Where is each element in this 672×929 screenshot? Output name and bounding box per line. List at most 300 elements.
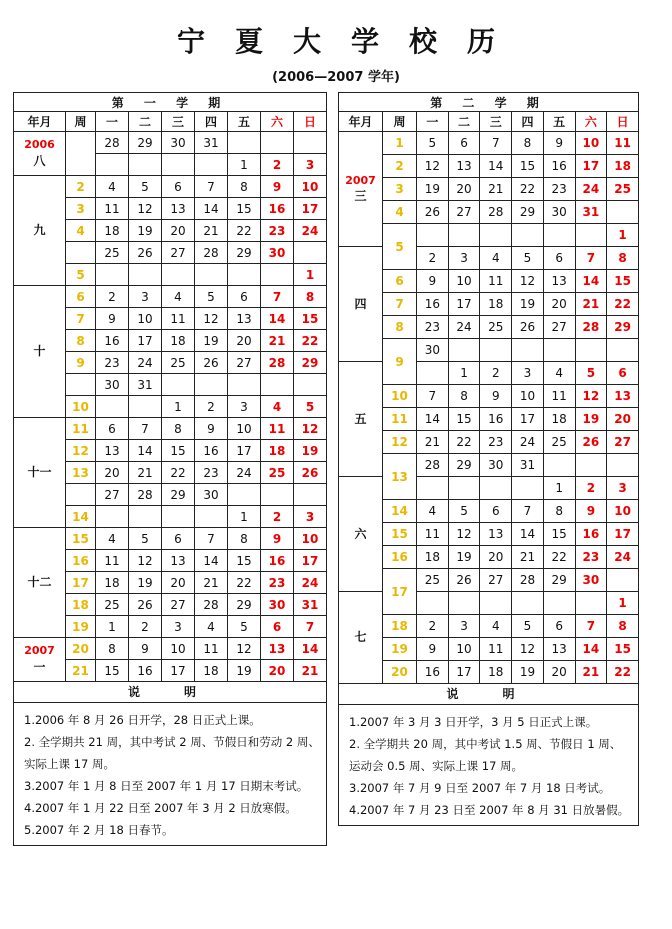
day-cell: 19 [195, 330, 228, 352]
day-cell: 14 [195, 550, 228, 572]
week-number: 7 [66, 308, 96, 330]
day-cell: 4 [96, 528, 129, 550]
semester1-notes [13, 682, 327, 846]
day-cell [195, 506, 228, 528]
day-cell: 21 [575, 293, 607, 316]
day-cell: 23 [543, 178, 575, 201]
calendar-week-row [14, 176, 327, 198]
day-cell [607, 454, 639, 477]
day-cell: 30 [480, 454, 512, 477]
day-cell: 12 [129, 550, 162, 572]
day-cell: 30 [543, 201, 575, 224]
calendar-week-row [14, 418, 327, 440]
day-cell: 23 [575, 546, 607, 569]
day-cell: 10 [294, 176, 327, 198]
day-cell: 15 [448, 408, 480, 431]
day-cell: 29 [162, 484, 195, 506]
calendar-week-row [339, 155, 639, 178]
day-cell [448, 477, 480, 500]
note-item: 2. 全学期共 20 周，其中考试 1.5 周、节假日 1 周、运动会 0.5 周、实际上课 17 周。 [349, 737, 622, 773]
day-cell: 4 [417, 500, 449, 523]
header-weekday: 四 [195, 112, 228, 132]
day-cell: 21 [512, 546, 544, 569]
day-cell: 29 [543, 569, 575, 592]
week-number: 6 [66, 286, 96, 308]
day-cell [607, 201, 639, 224]
week-number: 19 [66, 616, 96, 638]
day-cell: 14 [512, 523, 544, 546]
day-cell [96, 396, 129, 418]
week-number: 8 [66, 330, 96, 352]
calendar-week-row [339, 293, 639, 316]
day-cell: 28 [195, 242, 228, 264]
year-label: 2007 [24, 644, 55, 658]
day-cell: 12 [417, 155, 449, 178]
day-cell: 7 [575, 615, 607, 638]
day-cell [575, 592, 607, 615]
semester1-calendar-table [13, 92, 327, 682]
month-label: 十一 [27, 465, 52, 480]
day-cell: 28 [261, 352, 294, 374]
day-cell: 26 [294, 462, 327, 484]
day-cell: 14 [261, 308, 294, 330]
day-cell: 30 [195, 484, 228, 506]
day-cell: 30 [575, 569, 607, 592]
day-cell: 16 [96, 330, 129, 352]
day-cell: 4 [261, 396, 294, 418]
notes-title: 说 明 [339, 684, 638, 705]
day-cell: 6 [607, 362, 639, 385]
week-number: 15 [66, 528, 96, 550]
day-cell: 22 [607, 293, 639, 316]
day-cell: 22 [448, 431, 480, 454]
day-cell: 10 [228, 418, 261, 440]
day-cell: 15 [543, 523, 575, 546]
day-cell: 20 [261, 660, 294, 682]
week-number: 5 [383, 224, 417, 270]
day-cell: 6 [96, 418, 129, 440]
week-number: 3 [383, 178, 417, 201]
header-weekday: 日 [294, 112, 327, 132]
day-cell: 5 [575, 362, 607, 385]
week-number [66, 132, 96, 176]
day-cell: 11 [162, 308, 195, 330]
day-cell: 13 [162, 550, 195, 572]
day-cell: 4 [96, 176, 129, 198]
week-number: 2 [383, 155, 417, 178]
day-cell: 9 [543, 132, 575, 155]
day-cell: 9 [417, 270, 449, 293]
note-item: 3.2007 年 1 月 8 日至 2007 年 1 月 17 日期末考试。 [24, 779, 309, 793]
week-number: 21 [66, 660, 96, 682]
day-cell: 6 [448, 132, 480, 155]
week-number: 12 [383, 431, 417, 454]
calendar-week-row [339, 201, 639, 224]
day-cell: 28 [575, 316, 607, 339]
day-cell [195, 374, 228, 396]
month-cell [339, 132, 383, 247]
month-cell [14, 638, 66, 682]
header-week: 周 [66, 112, 96, 132]
day-cell: 4 [480, 615, 512, 638]
day-cell: 29 [448, 454, 480, 477]
day-cell: 11 [195, 638, 228, 660]
day-cell: 13 [480, 523, 512, 546]
day-cell: 13 [162, 198, 195, 220]
day-cell: 2 [417, 615, 449, 638]
calendar-week-row [339, 270, 639, 293]
day-cell: 19 [129, 572, 162, 594]
day-cell [512, 224, 544, 247]
day-cell: 21 [195, 572, 228, 594]
day-cell [162, 154, 195, 176]
month-cell [14, 176, 66, 286]
day-cell: 9 [129, 638, 162, 660]
day-cell: 10 [448, 638, 480, 661]
day-cell [162, 374, 195, 396]
day-cell: 2 [261, 506, 294, 528]
day-cell: 10 [607, 500, 639, 523]
day-cell: 25 [417, 569, 449, 592]
week-number: 15 [383, 523, 417, 546]
day-cell [162, 264, 195, 286]
semester-title: 第 一 学 期 [14, 93, 327, 112]
header-weekday: 五 [228, 112, 261, 132]
week-number: 4 [383, 201, 417, 224]
day-cell: 16 [261, 550, 294, 572]
day-cell: 1 [448, 362, 480, 385]
calendar-week-row [14, 528, 327, 550]
day-cell: 17 [129, 330, 162, 352]
month-label: 六 [354, 526, 367, 541]
day-cell [448, 592, 480, 615]
calendar-week-row [339, 408, 639, 431]
day-cell: 18 [417, 546, 449, 569]
day-cell [512, 477, 544, 500]
note-item: 2. 全学期共 21 周，其中考试 2 周、节假日和劳动 2 周、实际上课 17 周。 [24, 735, 320, 771]
day-cell: 2 [417, 247, 449, 270]
day-cell: 11 [607, 132, 639, 155]
day-cell: 2 [261, 154, 294, 176]
day-cell: 27 [162, 242, 195, 264]
day-cell: 30 [417, 339, 449, 362]
day-cell: 7 [512, 500, 544, 523]
day-cell: 11 [543, 385, 575, 408]
week-number: 17 [66, 572, 96, 594]
day-cell: 8 [607, 615, 639, 638]
day-cell: 31 [294, 594, 327, 616]
day-cell [480, 224, 512, 247]
day-cell: 17 [575, 155, 607, 178]
calendar-week-row [339, 523, 639, 546]
day-cell: 24 [294, 220, 327, 242]
week-number: 13 [66, 462, 96, 484]
day-cell: 25 [261, 462, 294, 484]
day-cell: 9 [195, 418, 228, 440]
day-cell: 12 [575, 385, 607, 408]
day-cell: 29 [294, 352, 327, 374]
day-cell [512, 592, 544, 615]
day-cell: 11 [480, 270, 512, 293]
day-cell: 18 [96, 220, 129, 242]
week-number [66, 242, 96, 264]
header-weekday: 三 [162, 112, 195, 132]
month-label: 九 [33, 223, 46, 238]
day-cell: 18 [543, 408, 575, 431]
day-cell: 19 [575, 408, 607, 431]
day-cell: 12 [195, 308, 228, 330]
day-cell [129, 506, 162, 528]
month-cell [339, 477, 383, 592]
day-cell: 26 [417, 201, 449, 224]
day-cell: 22 [162, 462, 195, 484]
day-cell: 24 [512, 431, 544, 454]
day-cell [129, 396, 162, 418]
day-cell: 30 [261, 242, 294, 264]
day-cell: 12 [294, 418, 327, 440]
day-cell: 17 [228, 440, 261, 462]
day-cell: 26 [448, 569, 480, 592]
header-month: 年月 [339, 112, 383, 132]
day-cell: 4 [543, 362, 575, 385]
day-cell [261, 132, 294, 154]
day-cell: 31 [195, 132, 228, 154]
day-cell [543, 592, 575, 615]
day-cell: 6 [228, 286, 261, 308]
day-cell: 5 [129, 176, 162, 198]
month-label: 八 [33, 153, 46, 168]
day-cell: 14 [195, 198, 228, 220]
day-cell: 3 [162, 616, 195, 638]
week-number: 11 [66, 418, 96, 440]
day-cell [294, 242, 327, 264]
day-cell: 27 [543, 316, 575, 339]
day-cell: 16 [543, 155, 575, 178]
day-cell: 19 [228, 660, 261, 682]
day-cell: 10 [575, 132, 607, 155]
day-cell: 1 [228, 506, 261, 528]
day-cell: 1 [96, 616, 129, 638]
calendar-week-row [339, 385, 639, 408]
day-cell [417, 592, 449, 615]
day-cell: 15 [607, 270, 639, 293]
day-cell: 10 [448, 270, 480, 293]
day-cell: 20 [162, 220, 195, 242]
day-cell: 7 [575, 247, 607, 270]
day-cell: 22 [228, 572, 261, 594]
calendar-week-row [339, 615, 639, 638]
day-cell: 26 [512, 316, 544, 339]
day-cell: 12 [448, 523, 480, 546]
note-item: 1.2007 年 3 月 3 日开学，3 月 5 日正式上课。 [349, 715, 598, 729]
day-cell: 29 [228, 594, 261, 616]
semester1-panel [13, 92, 327, 846]
calendar-week-row [339, 316, 639, 339]
day-cell [607, 569, 639, 592]
day-cell: 28 [129, 484, 162, 506]
day-cell: 18 [607, 155, 639, 178]
day-cell: 2 [480, 362, 512, 385]
day-cell: 14 [417, 408, 449, 431]
day-cell: 5 [512, 615, 544, 638]
header-month: 年月 [14, 112, 66, 132]
week-number [66, 374, 96, 396]
day-cell [228, 132, 261, 154]
calendar-week-row [339, 224, 639, 247]
day-cell: 20 [543, 661, 575, 684]
day-cell: 2 [195, 396, 228, 418]
day-cell: 11 [261, 418, 294, 440]
day-cell: 22 [607, 661, 639, 684]
day-cell: 30 [96, 374, 129, 396]
week-number: 2 [66, 176, 96, 198]
day-cell: 8 [228, 528, 261, 550]
week-number: 13 [383, 454, 417, 500]
note-item: 4.2007 年 7 月 23 日至 2007 年 8 月 31 日放暑假。 [349, 803, 630, 817]
day-cell: 5 [195, 286, 228, 308]
note-item: 1.2006 年 8 月 26 日开学，28 日正式上课。 [24, 713, 261, 727]
day-cell [228, 374, 261, 396]
day-cell: 10 [162, 638, 195, 660]
day-cell [129, 264, 162, 286]
day-cell: 15 [512, 155, 544, 178]
calendar-week-row [14, 638, 327, 660]
day-cell: 13 [543, 638, 575, 661]
day-cell: 8 [162, 418, 195, 440]
day-cell: 26 [129, 242, 162, 264]
day-cell: 3 [129, 286, 162, 308]
day-cell: 30 [261, 594, 294, 616]
week-number: 7 [383, 293, 417, 316]
week-number: 14 [66, 506, 96, 528]
day-cell: 17 [512, 408, 544, 431]
day-cell: 12 [512, 638, 544, 661]
day-cell: 26 [129, 594, 162, 616]
day-cell [228, 484, 261, 506]
semester-title: 第 二 学 期 [339, 93, 639, 112]
day-cell [417, 362, 449, 385]
day-cell [480, 339, 512, 362]
day-cell: 15 [228, 550, 261, 572]
day-cell [607, 339, 639, 362]
day-cell [96, 264, 129, 286]
day-cell: 17 [448, 293, 480, 316]
day-cell: 15 [96, 660, 129, 682]
day-cell [129, 154, 162, 176]
day-cell: 25 [480, 316, 512, 339]
day-cell: 1 [543, 477, 575, 500]
week-number: 5 [66, 264, 96, 286]
day-cell [543, 454, 575, 477]
day-cell: 18 [261, 440, 294, 462]
day-cell: 1 [607, 224, 639, 247]
month-cell [14, 418, 66, 528]
header-weekday: 二 [129, 112, 162, 132]
day-cell: 28 [195, 594, 228, 616]
day-cell: 16 [575, 523, 607, 546]
day-cell: 3 [607, 477, 639, 500]
day-cell: 16 [129, 660, 162, 682]
day-cell: 8 [607, 247, 639, 270]
day-cell: 25 [543, 431, 575, 454]
day-cell: 19 [448, 546, 480, 569]
day-cell: 31 [129, 374, 162, 396]
day-cell: 3 [294, 154, 327, 176]
day-cell: 13 [261, 638, 294, 660]
day-cell: 22 [543, 546, 575, 569]
header-weekday: 一 [96, 112, 129, 132]
day-cell: 21 [480, 178, 512, 201]
day-cell: 7 [195, 176, 228, 198]
month-cell [339, 247, 383, 362]
day-cell: 27 [96, 484, 129, 506]
day-cell: 14 [480, 155, 512, 178]
day-cell: 18 [195, 660, 228, 682]
calendar-week-row [339, 178, 639, 201]
day-cell: 27 [480, 569, 512, 592]
calendar-week-row [339, 132, 639, 155]
day-cell: 8 [448, 385, 480, 408]
day-cell: 13 [96, 440, 129, 462]
day-cell: 22 [512, 178, 544, 201]
day-cell: 7 [417, 385, 449, 408]
day-cell: 29 [228, 242, 261, 264]
week-number: 12 [66, 440, 96, 462]
week-number: 10 [383, 385, 417, 408]
day-cell: 9 [480, 385, 512, 408]
header-week: 周 [383, 112, 417, 132]
day-cell: 5 [228, 616, 261, 638]
day-cell: 3 [448, 247, 480, 270]
day-cell: 3 [512, 362, 544, 385]
week-number: 6 [383, 270, 417, 293]
day-cell: 22 [294, 330, 327, 352]
month-cell [339, 362, 383, 477]
day-cell: 20 [228, 330, 261, 352]
header-weekday: 四 [512, 112, 544, 132]
day-cell: 20 [607, 408, 639, 431]
year-label: 2007 [345, 173, 376, 187]
week-number: 11 [383, 408, 417, 431]
day-cell: 6 [480, 500, 512, 523]
day-cell [575, 224, 607, 247]
day-cell: 8 [543, 500, 575, 523]
day-cell: 12 [512, 270, 544, 293]
day-cell: 24 [294, 572, 327, 594]
day-cell: 4 [195, 616, 228, 638]
day-cell: 7 [294, 616, 327, 638]
day-cell: 2 [96, 286, 129, 308]
calendar-week-row [339, 569, 639, 592]
day-cell: 6 [261, 616, 294, 638]
day-cell: 25 [162, 352, 195, 374]
day-cell: 23 [480, 431, 512, 454]
day-cell: 31 [512, 454, 544, 477]
week-number: 10 [66, 396, 96, 418]
header-weekday: 六 [261, 112, 294, 132]
day-cell: 1 [294, 264, 327, 286]
header-weekday: 五 [543, 112, 575, 132]
day-cell: 27 [448, 201, 480, 224]
day-cell [294, 132, 327, 154]
day-cell: 7 [195, 528, 228, 550]
calendar-week-row [339, 454, 639, 477]
calendar-week-row [339, 546, 639, 569]
day-cell: 4 [480, 247, 512, 270]
week-number: 19 [383, 638, 417, 661]
day-cell: 11 [96, 550, 129, 572]
day-cell: 13 [607, 385, 639, 408]
